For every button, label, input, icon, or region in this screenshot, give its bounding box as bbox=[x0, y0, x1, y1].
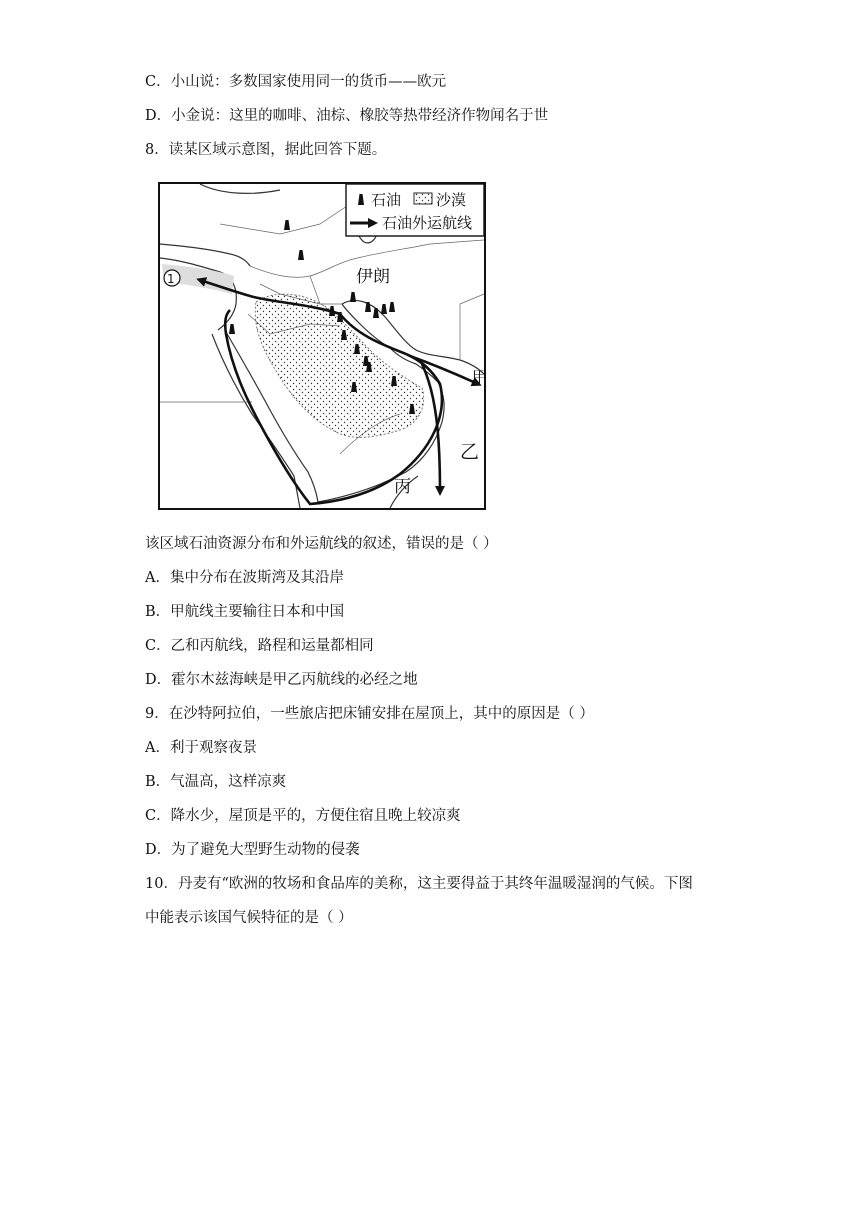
region-map bbox=[158, 182, 486, 510]
oil-icon bbox=[329, 306, 335, 316]
route-1-label: 1 bbox=[167, 272, 175, 286]
q8-option-b: B．甲航线主要输往日本和中国 bbox=[145, 604, 345, 620]
q8-option-c: C．乙和丙航线，路程和运量都相同 bbox=[145, 638, 374, 654]
q8-stem: 8．读某区域示意图，据此回答下题。 bbox=[145, 142, 387, 158]
legend-desert-label: 沙漠 bbox=[436, 191, 467, 209]
q9-option-a: A．利于观察夜景 bbox=[145, 740, 257, 756]
q9-option-d: D．为了避免大型野生动物的侵袭 bbox=[145, 842, 360, 858]
oil-icon bbox=[298, 250, 304, 260]
iran-label: 伊朗 bbox=[356, 267, 390, 287]
q7-option-c: C．小山说：多数国家使用同一的货币——欧元 bbox=[145, 74, 447, 90]
q9-option-c: C．降水少，屋顶是平的，方便住宿且晚上较凉爽 bbox=[145, 808, 461, 824]
oil-icon bbox=[389, 302, 395, 312]
route-jia-label: 甲 bbox=[472, 368, 488, 386]
route-yi-label: 乙 bbox=[460, 441, 480, 463]
q9-option-b: B．气温高，这样凉爽 bbox=[145, 774, 287, 790]
legend-desert-icon bbox=[414, 193, 432, 204]
route-bing-label: 丙 bbox=[394, 477, 411, 497]
q10-stem-line-1: 10．丹麦有“欧洲的牧场和食品库的美称，这主要得益于其终年温暖湿润的气候。下图 bbox=[145, 876, 693, 892]
q9-stem: 9．在沙特阿拉伯，一些旅店把床铺安排在屋顶上，其中的原因是（ ） bbox=[145, 706, 594, 722]
map-legend bbox=[346, 184, 484, 236]
region-map-svg bbox=[160, 184, 488, 508]
oil-icon bbox=[381, 304, 387, 314]
legend-route-label: 石油外运航线 bbox=[382, 214, 473, 232]
oil-icon bbox=[229, 324, 235, 334]
route-jia-line bbox=[410, 356, 478, 384]
q7-option-d: D．小金说：这里的咖啡、油棕、橡胶等热带经济作物闻名于世 bbox=[145, 108, 549, 124]
q8-option-a: A．集中分布在波斯湾及其沿岸 bbox=[145, 570, 344, 586]
q8-question: 该区域石油资源分布和外运航线的叙述，错误的是（ ） bbox=[145, 536, 498, 552]
route-yi-line bbox=[422, 364, 440, 492]
q10-stem-line-2: 中能表示该国气候特征的是（ ） bbox=[145, 910, 353, 926]
q8-option-d: D．霍尔木兹海峡是甲乙丙航线的必经之地 bbox=[145, 672, 418, 688]
oil-icon bbox=[365, 302, 371, 312]
oil-icon bbox=[284, 220, 290, 230]
legend-oil-label: 石油 bbox=[371, 191, 402, 209]
oil-icon bbox=[350, 292, 356, 302]
